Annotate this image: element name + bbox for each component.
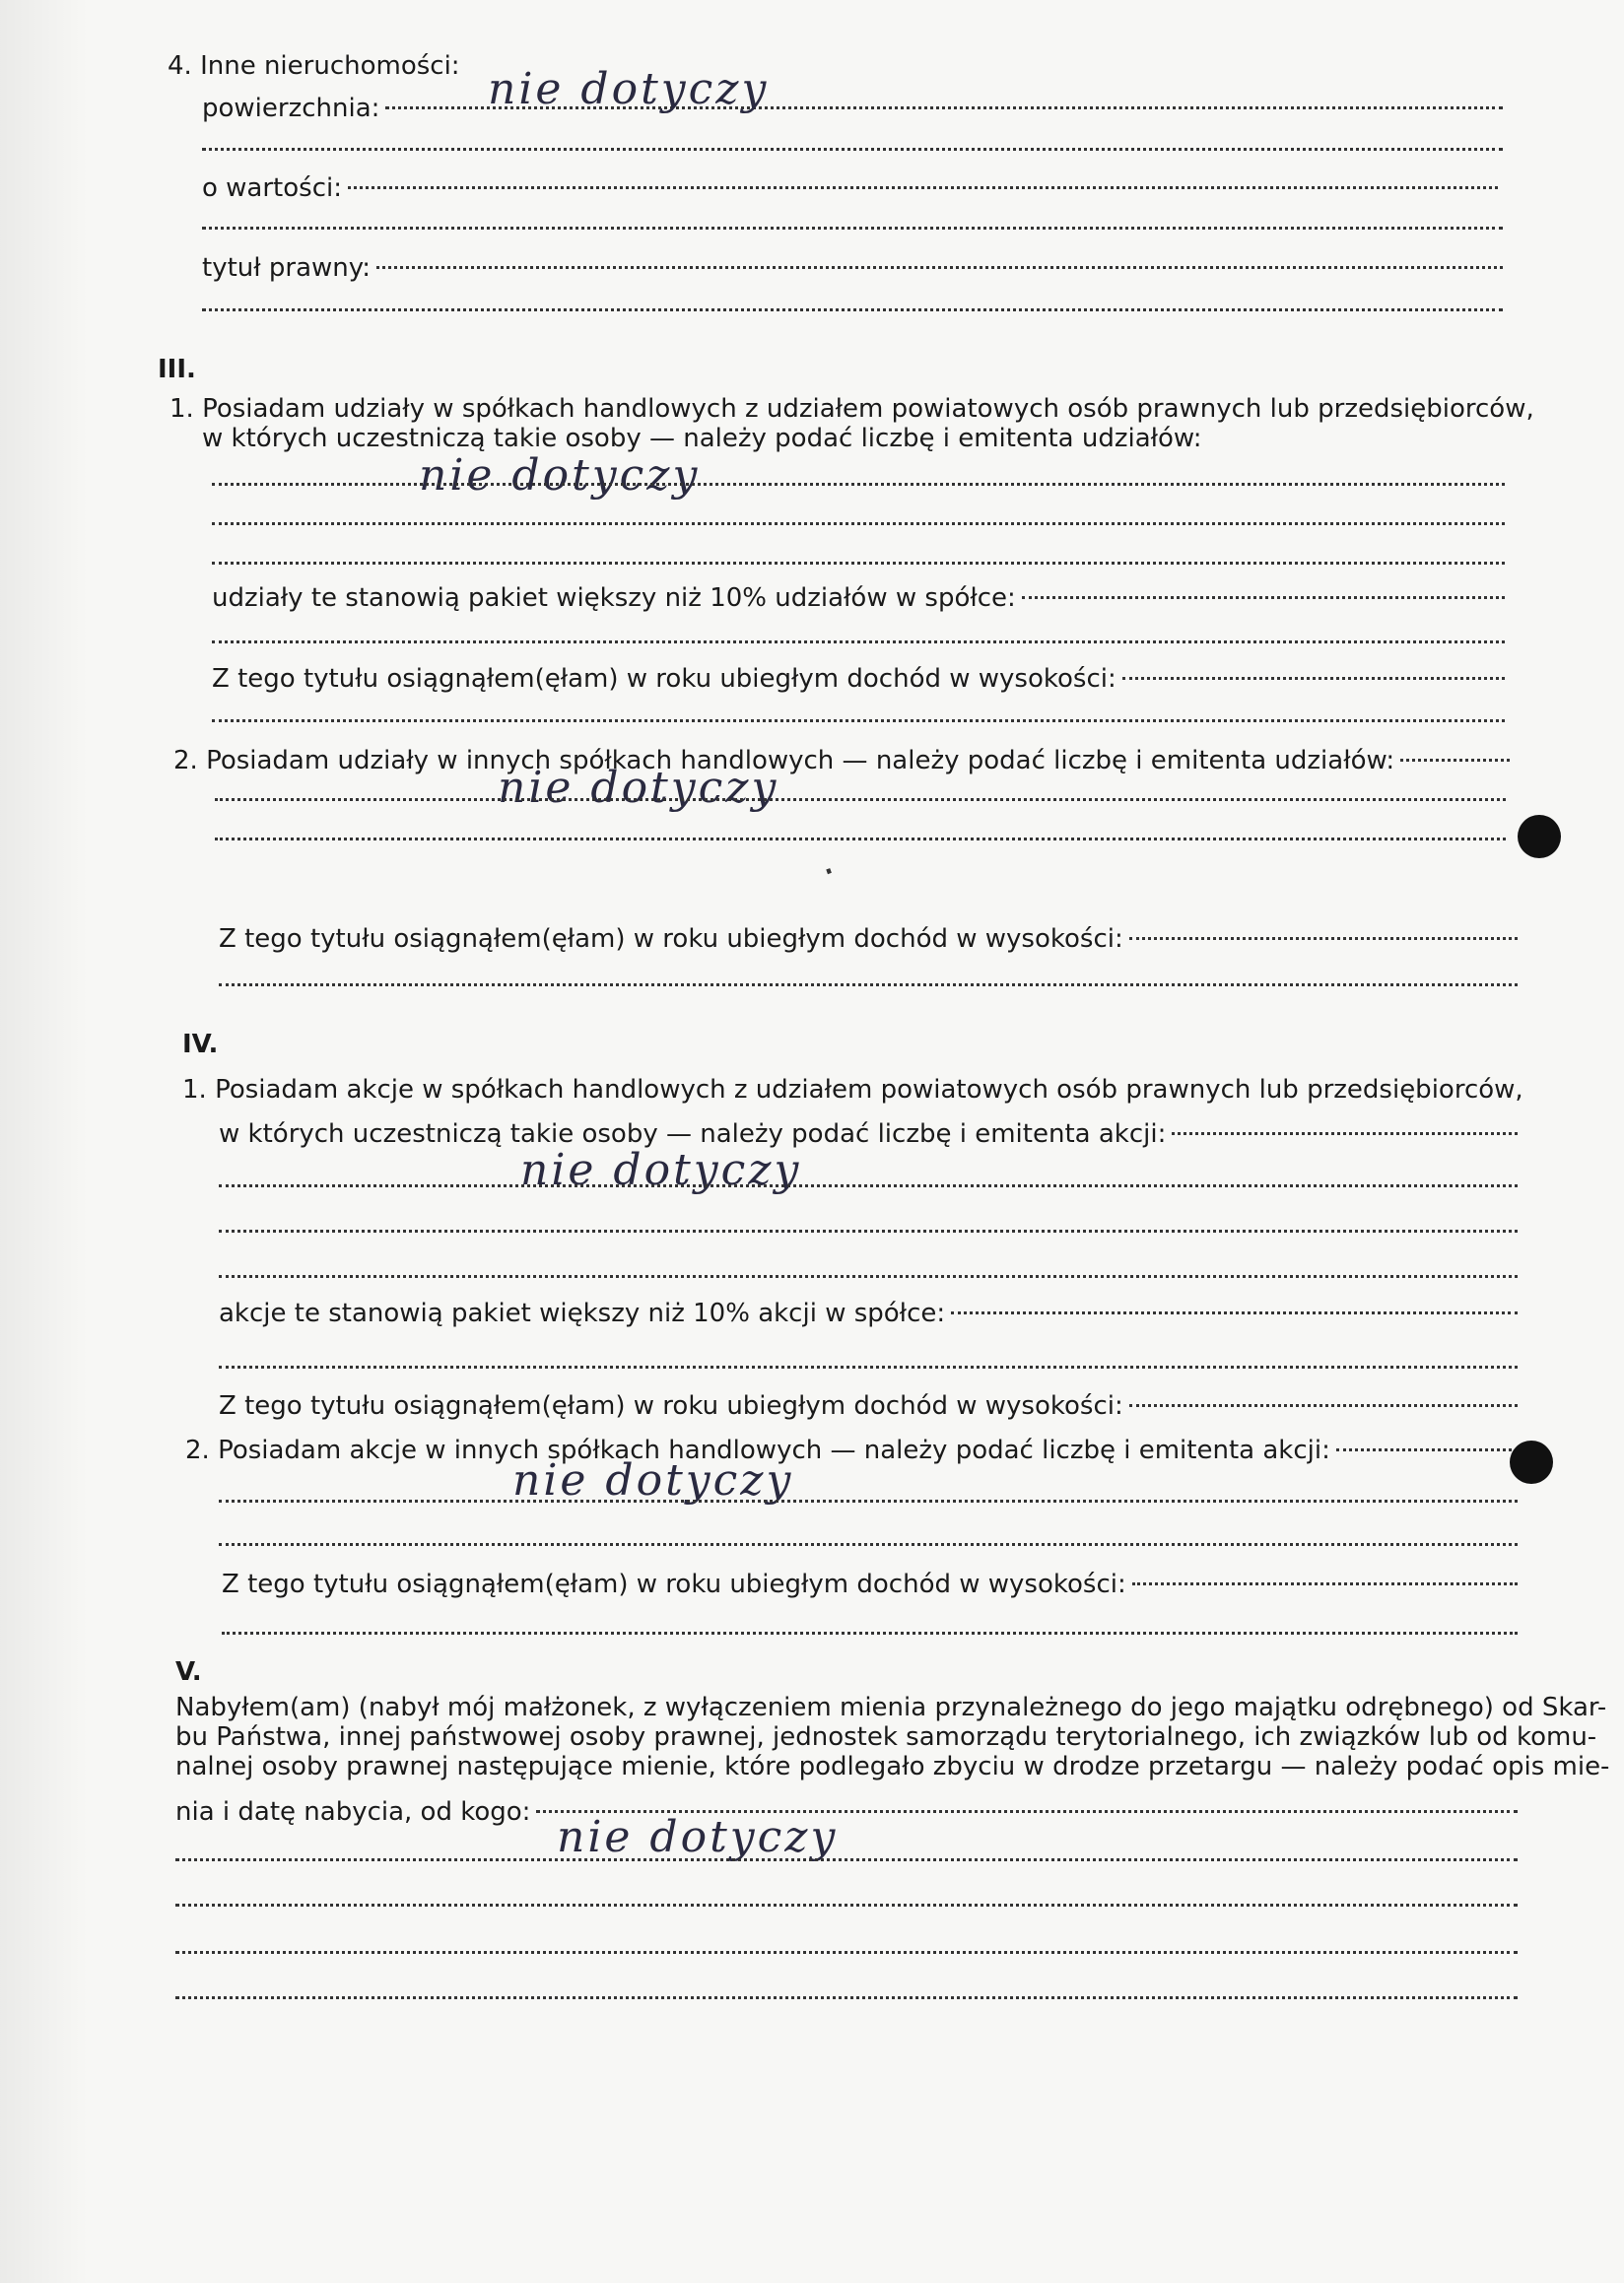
iii-income1-field[interactable] bbox=[212, 662, 1505, 696]
v-last-label: nia i datę nabycia, od kogo: bbox=[175, 1797, 531, 1827]
scan-shadow bbox=[0, 0, 89, 2283]
iii-item2-field[interactable] bbox=[173, 744, 1510, 777]
iv-income2-field[interactable] bbox=[222, 1568, 1518, 1601]
iv-item1-line-b[interactable] bbox=[219, 1230, 1518, 1233]
iv-item1-line2: w których uczestniczą takie osoby — należy podać liczbę i emitenta akcji: bbox=[219, 1119, 1167, 1149]
iii-shares-continuation-line bbox=[212, 640, 1505, 643]
iv-income1-field[interactable] bbox=[219, 1389, 1518, 1423]
iv-item1-line-c[interactable] bbox=[219, 1275, 1518, 1278]
scan-speck: · bbox=[815, 848, 844, 896]
iii-item2-label: 2. Posiadam udziały w innych spółkach handlowych — należy podać liczbę i emitenta udziałów: bbox=[173, 746, 1395, 775]
value-continuation-line bbox=[202, 227, 1503, 230]
v-line-b[interactable] bbox=[175, 1904, 1518, 1907]
section-iv-heading: IV. bbox=[182, 1030, 219, 1059]
section-v-heading: V. bbox=[175, 1657, 202, 1687]
value-label: o wartości: bbox=[202, 173, 342, 203]
v-line2: bu Państwa, innej państwowej osoby prawnej, jednostek samorządu terytorialnego, ich związków lub od komu- bbox=[175, 1722, 1597, 1752]
iv-income2-continuation-line bbox=[222, 1632, 1518, 1635]
v-line-d[interactable] bbox=[175, 1996, 1518, 1999]
iv-shares-label: akcje te stanowią pakiet większy niż 10% akcji w spółce: bbox=[219, 1299, 946, 1328]
iv-item2-label: 2. Posiadam akcje w innych spółkach handlowych — należy podać liczbę i emitenta akcji: bbox=[185, 1436, 1330, 1465]
v-line-c[interactable] bbox=[175, 1951, 1518, 1954]
section-ii-4-header: 4. Inne nieruchomości: bbox=[168, 51, 460, 81]
area-handwritten-value: nie dotyczy bbox=[488, 64, 770, 114]
iii-item1-handwritten-value: nie dotyczy bbox=[419, 450, 701, 501]
iv-income1-label: Z tego tytułu osiągnąłem(ęłam) w roku ubiegłym dochód w wysokości: bbox=[219, 1391, 1123, 1421]
section-iii-heading: III. bbox=[158, 355, 196, 384]
v-line1: Nabyłem(am) (nabył mój małżonek, z wyłączeniem mienia przynależnego do jego majątku odrębnego) od Skar- bbox=[175, 1693, 1607, 1722]
iv-item2-line-a[interactable] bbox=[219, 1500, 1518, 1503]
iii-income1-continuation-line bbox=[212, 719, 1505, 722]
iv-item2-field[interactable] bbox=[185, 1434, 1518, 1467]
iii-shares-field[interactable] bbox=[212, 581, 1505, 615]
title-continuation-line bbox=[202, 308, 1503, 311]
title-label: tytuł prawny: bbox=[202, 253, 372, 283]
v-handwritten-value: nie dotyczy bbox=[557, 1812, 839, 1862]
iii-item1-line-a[interactable] bbox=[212, 483, 1505, 486]
iii-income2-field[interactable] bbox=[219, 922, 1518, 956]
iv-item1-line-a[interactable] bbox=[219, 1184, 1518, 1187]
v-description-field[interactable] bbox=[175, 1795, 1518, 1829]
v-line3: nalnej osoby prawnej następujące mienie, które podlegało zbyciu w drodze przetargu — należy podać opis mie- bbox=[175, 1752, 1610, 1781]
area-label: powierzchnia: bbox=[202, 94, 380, 123]
iv-income2-label: Z tego tytułu osiągnąłem(ęłam) w roku ubiegłym dochód w wysokości: bbox=[222, 1570, 1126, 1599]
iii-item2-line-b[interactable] bbox=[215, 838, 1506, 840]
iii-income2-continuation-line bbox=[219, 983, 1518, 986]
area-continuation-line bbox=[202, 148, 1503, 151]
iii-item1-line2: w których uczestniczą takie osoby — należy podać liczbę i emitenta udziałów: bbox=[202, 424, 1202, 453]
iii-item1-line1: 1. Posiadam udziały w spółkach handlowych z udziałem powiatowych osób prawnych lub przedsiębiorców, bbox=[169, 394, 1534, 424]
iv-item2-handwritten-value: nie dotyczy bbox=[512, 1455, 794, 1506]
area-field[interactable] bbox=[202, 92, 1503, 125]
iv-shares-field[interactable] bbox=[219, 1297, 1518, 1330]
iii-item2-line-a[interactable] bbox=[215, 798, 1506, 801]
punch-hole-upper bbox=[1518, 815, 1561, 858]
iii-shares-label: udziały te stanowią pakiet większy niż 10% udziałów w spółce: bbox=[212, 583, 1016, 613]
iii-item2-handwritten-value: nie dotyczy bbox=[498, 763, 779, 813]
title-field[interactable] bbox=[202, 251, 1503, 285]
v-line-a[interactable] bbox=[175, 1858, 1518, 1861]
iii-item1-line-b[interactable] bbox=[212, 522, 1505, 525]
iv-item1-line1: 1. Posiadam akcje w spółkach handlowych z udziałem powiatowych osób prawnych lub przedsiębiorców, bbox=[182, 1075, 1523, 1105]
iii-income2-label: Z tego tytułu osiągnąłem(ęłam) w roku ubiegłym dochód w wysokości: bbox=[219, 924, 1123, 954]
iv-item1-field[interactable] bbox=[219, 1117, 1518, 1151]
punch-hole-lower bbox=[1510, 1441, 1553, 1484]
iv-item2-line-b[interactable] bbox=[219, 1543, 1518, 1546]
iv-shares-continuation-line bbox=[219, 1366, 1518, 1369]
iii-item1-line-c[interactable] bbox=[212, 562, 1505, 565]
iii-income1-label: Z tego tytułu osiągnąłem(ęłam) w roku ubiegłym dochód w wysokości: bbox=[212, 664, 1116, 694]
iv-item1-handwritten-value: nie dotyczy bbox=[520, 1145, 802, 1195]
value-field[interactable] bbox=[202, 171, 1498, 205]
